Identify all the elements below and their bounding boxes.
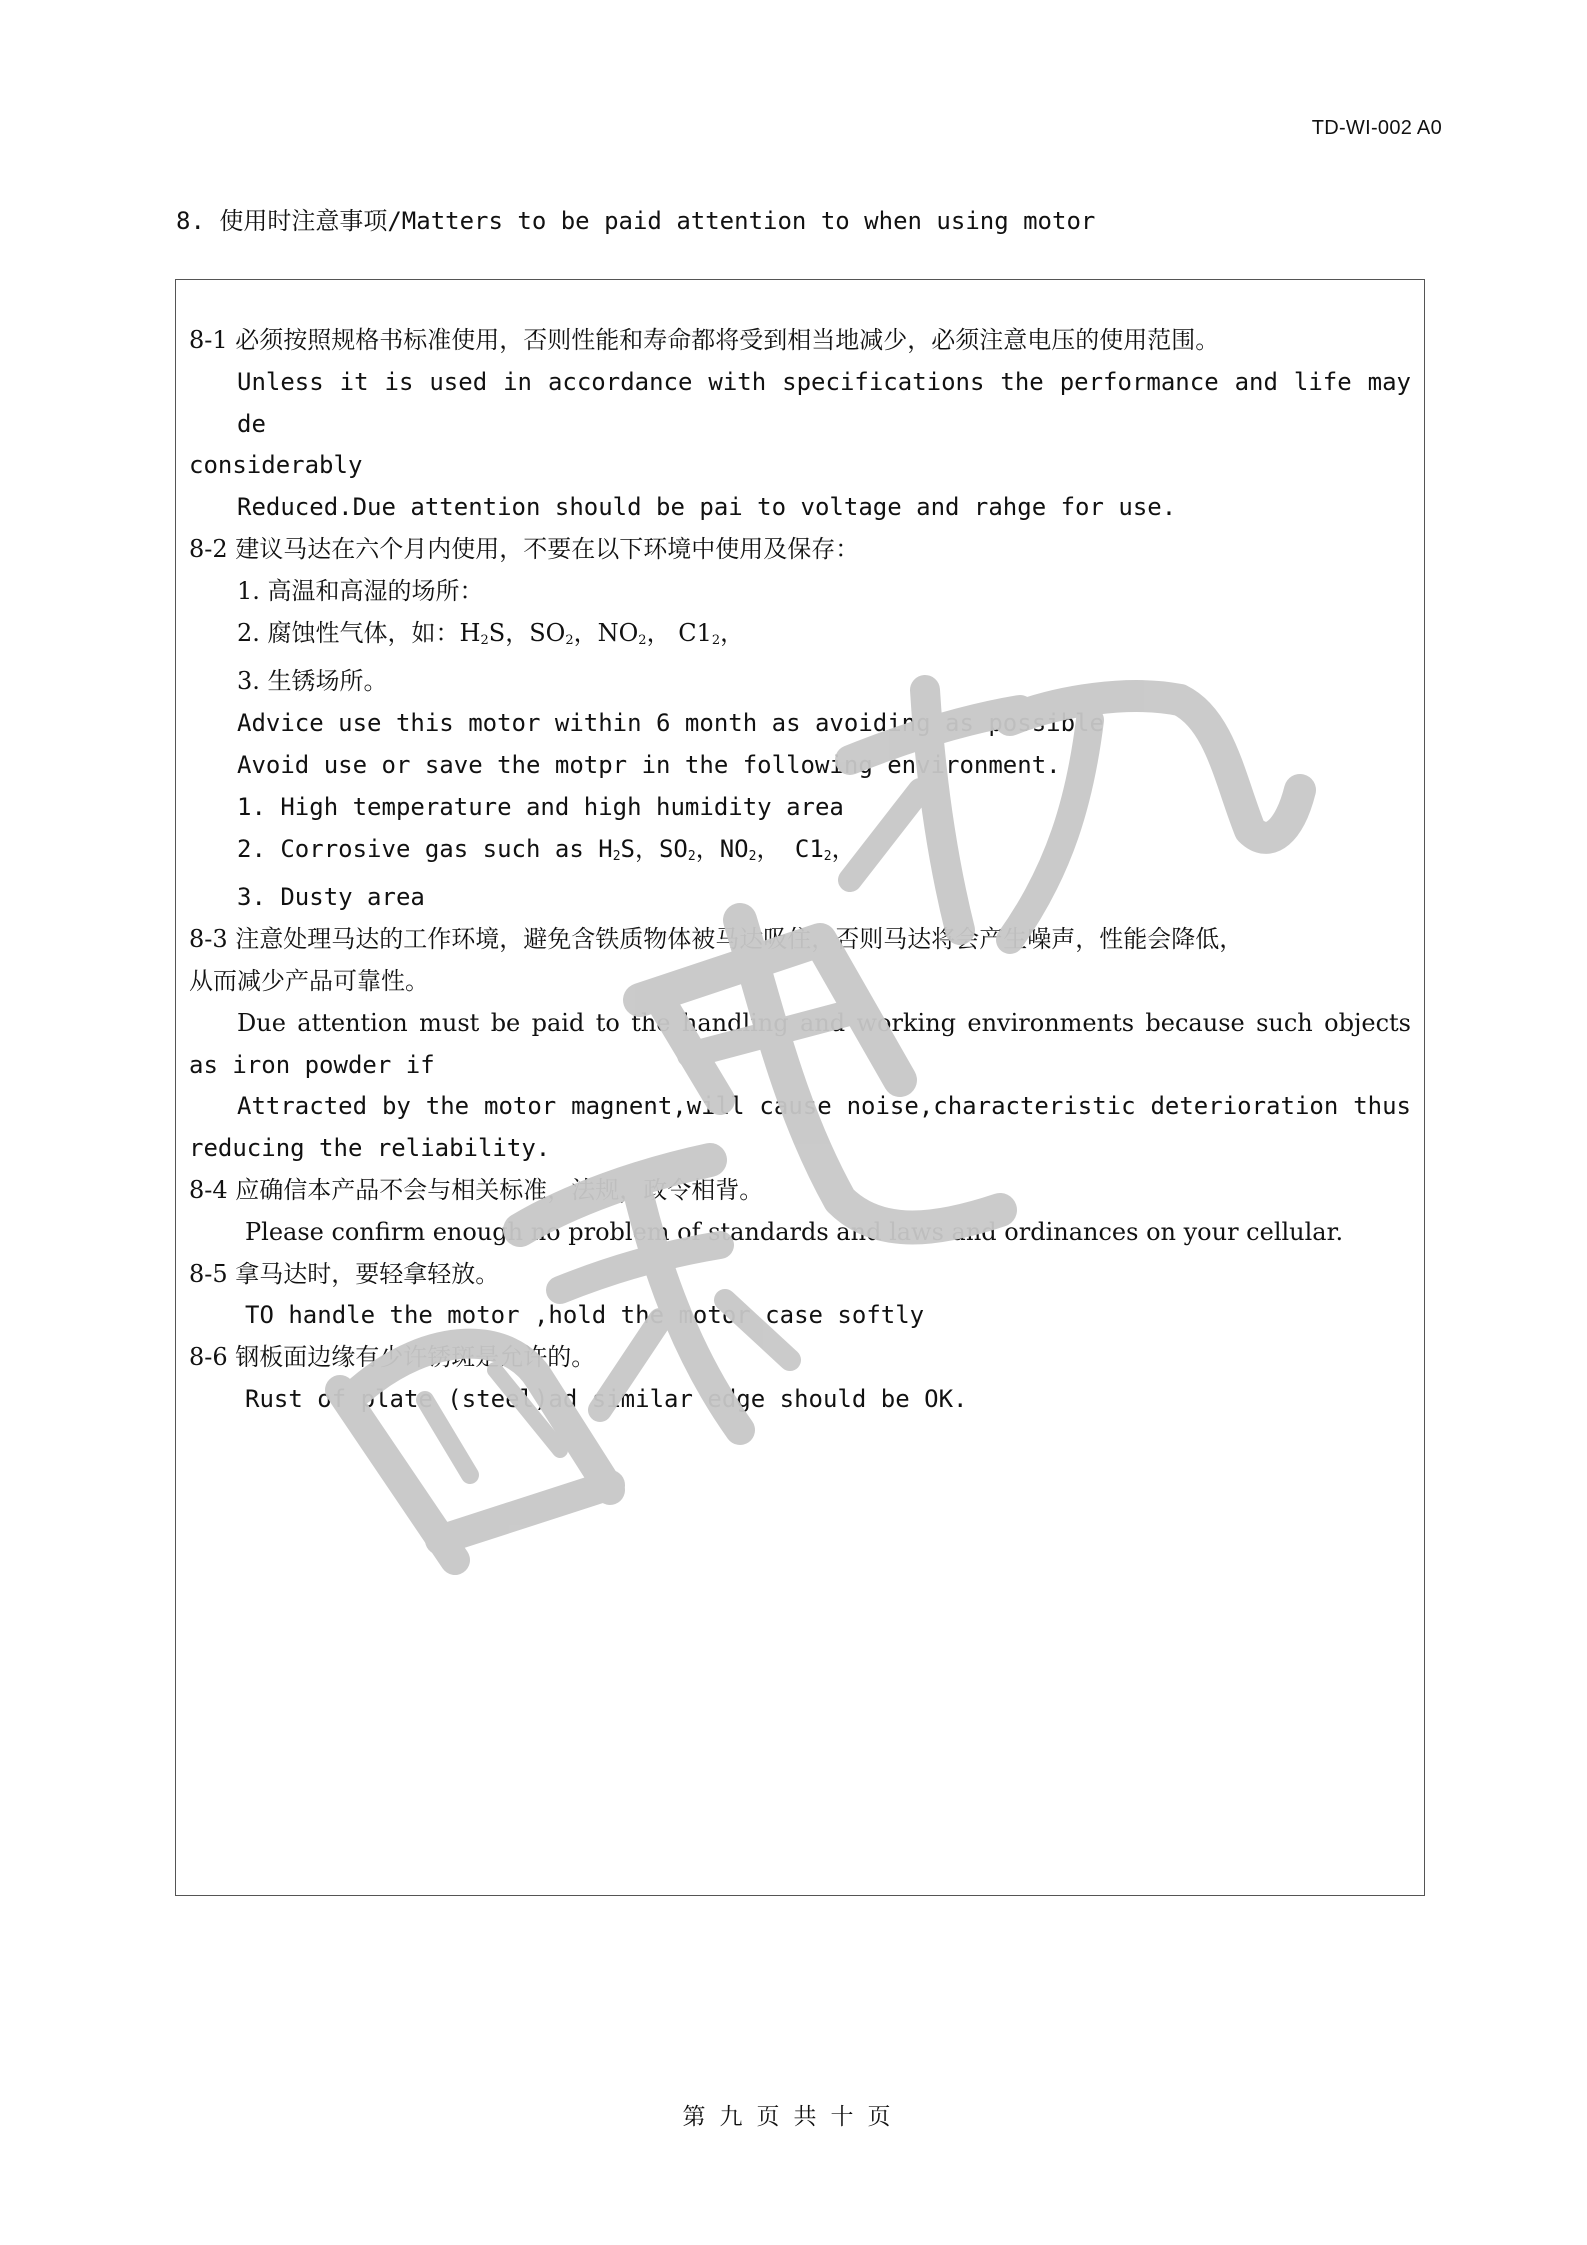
item-8-4-en: Please confirm enough no problem of standards and laws and ordinances on your cellular. bbox=[245, 1217, 1344, 1246]
item-8-6-zh: 8-6 钢板面边缘有少许锈斑是允许的。 bbox=[189, 1343, 596, 1372]
item-8-2-en-1: 1. High temperature and high humidity area bbox=[237, 792, 844, 821]
page-footer: 第九页共十页 bbox=[682, 2104, 905, 2130]
item-8-2-en-intro2: Avoid use or save the motpr in the following environment. bbox=[237, 750, 1061, 779]
item-8-2-en-2: 2. Corrosive gas such as $H_2S$，$SO_2$，$NO_2$， $C1_2$， bbox=[237, 834, 856, 864]
item-8-2-en-intro1: Advice use this motor within 6 month as avoiding as possible bbox=[237, 709, 1104, 738]
item-8-3-zh-cont: 从而减少产品可靠性。 bbox=[189, 966, 429, 995]
item-8-2-zh-1: 1. 高温和高湿的场所： bbox=[237, 576, 484, 605]
item-8-2-zh: 8-2 建议马达在六个月内使用，不要在以下环境中使用及保存： bbox=[189, 534, 860, 563]
item-8-1-en-cont: considerably bbox=[189, 451, 363, 480]
item-8-2-en-3: 3. Dusty area bbox=[237, 883, 425, 912]
item-8-5-zh: 8-5 拿马达时，要轻拿轻放。 bbox=[189, 1259, 500, 1288]
content bbox=[189, 320, 1411, 1421]
item-8-1-en: Unless it is used in accordance with specifications the performance and life may de bbox=[237, 367, 1411, 438]
item-8-1-en2: Reduced.Due attention should be pai to voltage and rahge for use. bbox=[237, 493, 1177, 522]
item-8-3-en1-cont: as iron powder if bbox=[189, 1050, 435, 1079]
item-8-1-zh: 8-1 必须按照规格书标准使用，否则性能和寿命都将受到相当地减少，必须注意电压的使用范围。 bbox=[189, 326, 1220, 354]
section-title: 8. 使用时注意事项/Matters to be paid attention to when using motor bbox=[176, 207, 1096, 235]
item-8-3-en1: Due attention must be paid to the handling and working environments because such objects bbox=[237, 1008, 1411, 1037]
item-8-3-en2: Attracted by the motor magnent,will cause noise,characteristic deterioration thus bbox=[237, 1092, 1411, 1121]
item-8-5-en: TO handle the motor ,hold the motor case softly bbox=[245, 1301, 925, 1330]
item-8-3-en2-cont: reducing the reliability. bbox=[189, 1134, 551, 1163]
doc-code: TD-WI-002 A0 bbox=[1311, 117, 1442, 139]
item-8-3-zh: 8-3 注意处理马达的工作环境，避免含铁质物体被马达吸住，否则马达将会产生噪声，性能会降低， bbox=[189, 925, 1244, 954]
item-8-6-en: Rust of plate (steel)ad similar edge should be OK. bbox=[245, 1384, 968, 1413]
item-8-2-zh-3: 3. 生锈场所。 bbox=[237, 667, 388, 696]
item-8-4-zh: 8-4 应确信本产品不会与相关标准，法规，政令相背。 bbox=[189, 1175, 764, 1204]
item-8-2-zh-2: 2. 腐蚀性气体，如：$H_2S$，$SO_2$，$NO_2$， $C1_2$， bbox=[237, 618, 745, 648]
